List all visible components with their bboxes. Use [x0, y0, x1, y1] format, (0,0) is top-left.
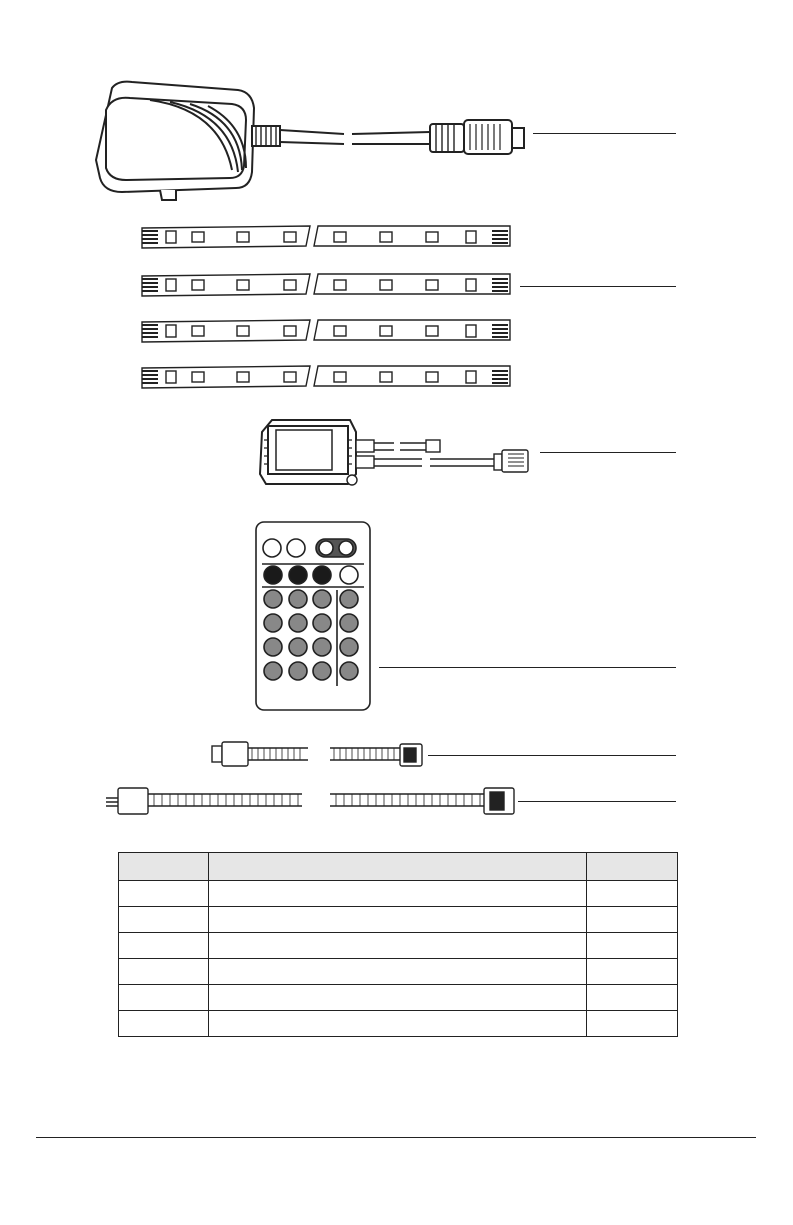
table-cell — [209, 907, 587, 933]
table-header-row — [119, 853, 678, 881]
leader-line-control-box — [540, 452, 676, 453]
table-row — [119, 907, 678, 933]
table-cell — [119, 1011, 209, 1037]
table-cell — [587, 959, 678, 985]
table-cell — [119, 985, 209, 1011]
table-row — [119, 959, 678, 985]
remote-control — [256, 522, 370, 710]
table-cell — [587, 1011, 678, 1037]
table-row — [119, 985, 678, 1011]
header-description — [209, 853, 587, 881]
table-cell — [587, 985, 678, 1011]
header-quantity — [587, 853, 678, 881]
footer-rule — [36, 1137, 756, 1138]
table-cell — [119, 959, 209, 985]
leader-line-power-adapter — [533, 133, 676, 134]
led-light-strips — [142, 226, 510, 388]
control-box — [260, 420, 528, 485]
leader-line-remote-control — [379, 667, 676, 668]
table-cell — [209, 1011, 587, 1037]
table-cell — [119, 907, 209, 933]
parts-table — [118, 852, 678, 1037]
long-connector-cable — [106, 788, 514, 814]
power-adapter — [96, 82, 524, 200]
table-row — [119, 933, 678, 959]
leader-line-led-strips — [520, 286, 676, 287]
header-part — [119, 853, 209, 881]
table-cell — [209, 985, 587, 1011]
table-cell — [587, 933, 678, 959]
leader-line-short-cable — [428, 755, 676, 756]
table-row — [119, 881, 678, 907]
table-cell — [209, 959, 587, 985]
led-strip — [142, 226, 510, 248]
table-cell — [119, 933, 209, 959]
table-cell — [119, 881, 209, 907]
table-cell — [209, 933, 587, 959]
short-connector-cable — [212, 742, 422, 766]
table-row — [119, 1011, 678, 1037]
table-cell — [587, 907, 678, 933]
table-cell — [587, 881, 678, 907]
table-cell — [209, 881, 587, 907]
leader-line-long-cable — [518, 801, 676, 802]
